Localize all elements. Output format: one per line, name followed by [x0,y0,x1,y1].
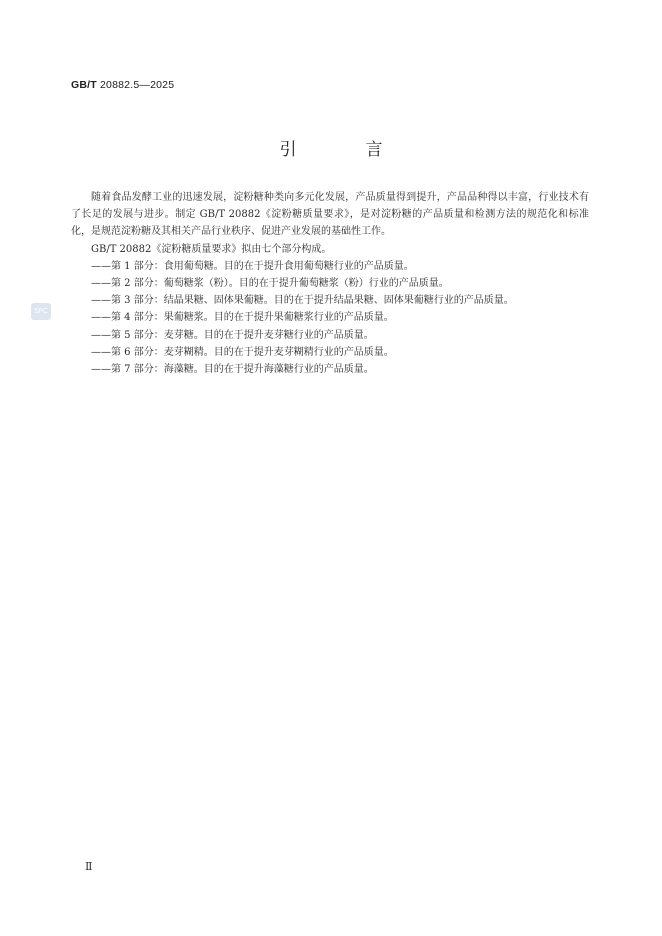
structure-sentence: GB/T 20882《淀粉糖质量要求》拟由七个部分构成。 [91,243,332,255]
part-item-7: ——第 7 部分：海藻糖。目的在于提升海藻糖行业的产品质量。 [91,364,374,376]
introduction-body [71,189,589,378]
part-item-3: ——第 3 部分：结晶果糖、固体果葡糖。目的在于提升结晶果糖、固体果葡糖行业的产品质量。 [91,295,514,307]
part-item-1: ——第 1 部分：食用葡萄糖。目的在于提升食用葡萄糖行业的产品质量。 [91,260,414,272]
document-code [71,79,174,91]
part-item-4: ——第 4 部分：果葡糖浆。目的在于提升果葡糖浆行业的产品质量。 [91,312,394,324]
part-item-5: ——第 5 部分：麦芽糖。目的在于提升麦芽糖行业的产品质量。 [91,329,374,341]
watermark-text: SPC [34,307,48,315]
spc-watermark-logo [31,303,51,320]
part-item-6: ——第 6 部分：麦芽糊精。目的在于提升麦芽糊精行业的产品质量。 [91,346,394,358]
standard-prefix: GB/T [71,79,97,91]
standard-number: 20882.5—2025 [100,79,175,91]
page-title: 引 言 [279,140,409,160]
part-item-2: ——第 2 部分：葡萄糖浆（粉）。目的在于提升葡萄糖浆（粉）行业的产品质量。 [91,278,449,290]
intro-paragraph: 随着食品发酵工业的迅速发展，淀粉糖种类向多元化发展，产品质量得到提升，产品品种得以丰富，行业技术有了长足的发展与进步。制定 GB/T 20882《淀粉糖质量要求》，是对淀粉糖的产品质量和检测方法的规范化和标准化，是规范淀粉糖及其相关产品行业秩序、促进产业发展的基础性工作。 [71,192,589,238]
page-number: Ⅱ [85,860,93,873]
